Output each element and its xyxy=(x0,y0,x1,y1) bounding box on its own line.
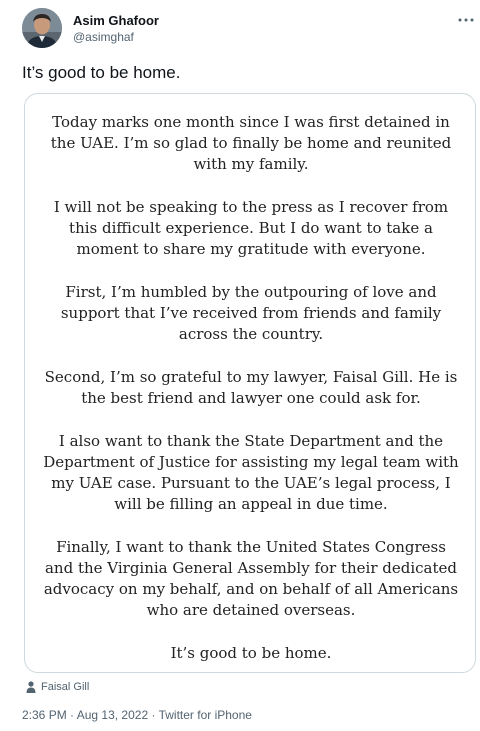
statement-paragraph: I also want to thank the State Department and the Department of Justice for assisting my legal team with my UAE case. Pursuant to the UAE’s legal process, I will be filling an appeal in due time. xyxy=(43,432,459,513)
tweet-header xyxy=(22,8,478,52)
tweet-date[interactable]: Aug 13, 2022 xyxy=(76,708,149,722)
statement-text xyxy=(25,112,476,673)
avatar[interactable] xyxy=(22,8,62,48)
tweet-metadata xyxy=(22,708,252,722)
statement-paragraph: Today marks one month since I was first detained in the UAE. I’m so glad to finally be home and reunited with my family. xyxy=(50,113,452,173)
separator-dot: · xyxy=(148,708,159,722)
separator-dot: · xyxy=(66,708,77,722)
tagged-user-name: Faisal Gill xyxy=(41,681,90,693)
tagged-user[interactable] xyxy=(26,679,89,695)
tweet-time[interactable]: 2:36 PM xyxy=(22,708,67,722)
more-options-button[interactable] xyxy=(456,10,476,30)
statement-paragraph: I will not be speaking to the press as I recover from this difficult experience. But I do want to take a moment to share my gratitude with everyone. xyxy=(53,198,449,258)
tweet-media-image[interactable] xyxy=(24,93,476,673)
author-handle[interactable]: @asimghaf xyxy=(73,30,134,44)
person-icon xyxy=(26,681,36,693)
tweet-text: It’s good to be home. xyxy=(22,63,181,82)
statement-paragraph: First, I’m humbled by the outpouring of love and support that I’ve received from friends and family across the country. xyxy=(60,283,442,343)
tweet-source[interactable]: Twitter for iPhone xyxy=(158,708,252,722)
author-name[interactable]: Asim Ghafoor xyxy=(73,13,159,28)
statement-paragraph: It’s good to be home. xyxy=(170,644,332,662)
statement-paragraph: Second, I’m so grateful to my lawyer, Faisal Gill. He is the best friend and lawyer one could ask for. xyxy=(44,368,458,407)
statement-paragraph: Finally, I want to thank the United States Congress and the Virginia General Assembly for their dedicated advocacy on my behalf, and on behalf of all Americans who are detained overseas. xyxy=(43,538,459,619)
more-horizontal-icon xyxy=(458,18,474,22)
